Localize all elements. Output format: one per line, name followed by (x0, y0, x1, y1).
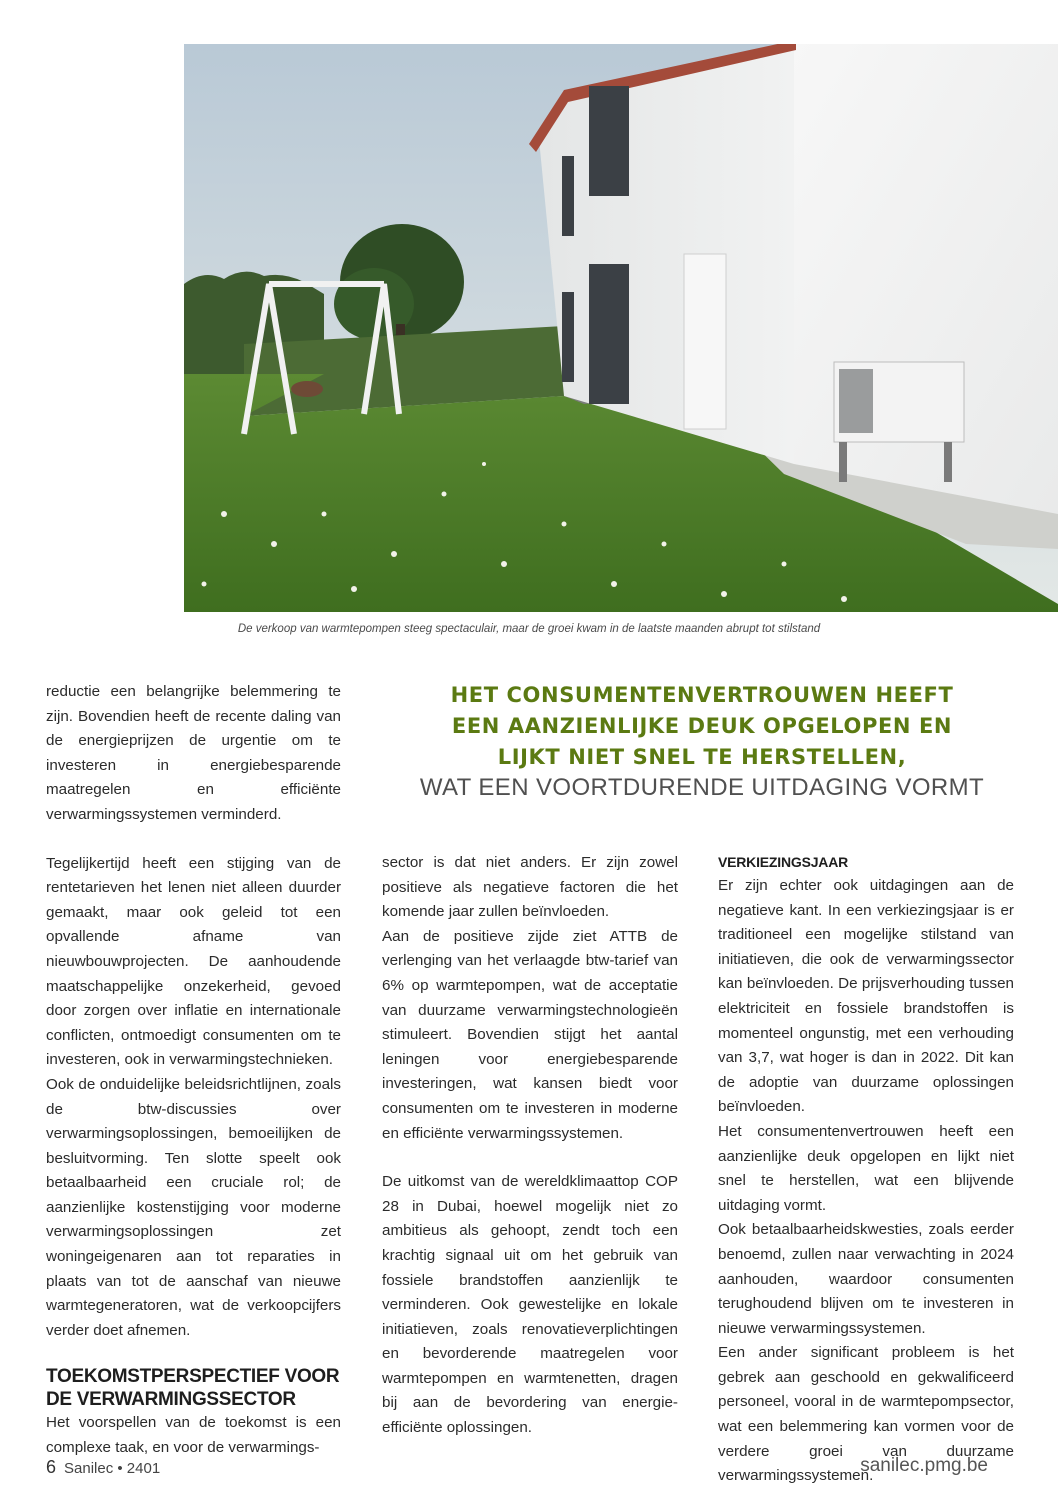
page-number: 6 (46, 1457, 57, 1477)
pull-quote-line-1: HET CONSUMENTENVERTROUWEN HEEFT (450, 683, 954, 707)
photo-caption: De verkoop van warmtepompen steeg spectaculair, maar de groei kwam in de laatste maanden abrupt tot stilstand (237, 623, 821, 635)
col1-paragraph-4: Het voorspellen van de toekomst is een complexe taak, en voor de verwarmings- (46, 1414, 341, 1457)
col3-paragraph-1: Er zijn echter ook uitdagingen aan de negatieve kant. In een verkiezingsjaar is er traditioneel een mogelijke stilstand van initiatieven, die ook de verwarmingssector kan beïnvloeden. De prijsverhouding tussen elektriciteit en fossiele brandstoffen is momenteel ongunstig, met een verhouding van 3,7, wat hoger is dan in 2022. Dit kan de adoptie van duurzame oplossingen beïnvloeden. (718, 877, 1014, 1116)
col3-paragraph-4: Een ander significant probleem is het gebrek aan geschoold en gekwalificeerd personeel, vooral in de warmtepompsector, wat een belemmering kan vormen voor de verdere groei van duurzame verwarmingssystemen. (718, 1344, 1014, 1485)
column-2 (382, 851, 678, 1441)
pull-quote (404, 680, 1000, 803)
website-link[interactable]: sanilec.pmg.be (860, 1455, 988, 1476)
col2-paragraph-3: De uitkomst van de wereldklimaattop COP 28 in Dubai, hoewel mogelijk niet zo ambitieus als gehoopt, zendt toch een krachtig signaal uit om het gebruik van fossiele brandstoffen aanzienlijk te verminderen. Ook gewestelijke en lokale initiatieven, zoals renovatieverplichtingen en bevorderende maatregelen voor warmtepompen en warmtenetten, dragen bij aan de bevordering van energie-efficiënte oplossingen. (382, 1173, 678, 1437)
pull-quote-line-2: EEN AANZIENLIJKE DEUK OPGELOPEN EN (451, 714, 953, 738)
publication-name: Sanilec • 2401 (64, 1460, 161, 1477)
col3-paragraph-2: Het consumentenvertrouwen heeft een aanzienlijke deuk opgelopen en lijkt niet snel te herstellen, wat een blijvende uitdaging vormt. (718, 1122, 1014, 1214)
section-heading-toekomstperspectief: TOEKOMSTPERSPECTIEF VOOR DE VERWARMINGSSECTOR (46, 1366, 340, 1411)
col3-paragraph-3: Ook betaalbaarheidskwesties, zoals eerder benoemd, zullen naar verwachting in 2024 aanhouden, waardoor consumenten terughoudend blijven om te investeren in nieuwe verwarmingssystemen. (718, 1221, 1014, 1337)
house-heat-pump-photo (184, 44, 1058, 612)
pull-quote-line-3: LIJKT NIET SNEL TE HERSTELLEN, (497, 745, 907, 769)
col1-paragraph-3: Ook de onduidelijke beleidsrichtlijnen, zoals de btw-discussies over verwarmingsoplossingen, bemoeilijken de besluitvorming. Ten slotte speelt ook betaalbaarheid een cruciale rol; de aanzienlijke kostenstijging voor moderne verwarmingsoplossingen zet woningeigenaren aan tot reparaties in plaats van tot de aanschaf van nieuwe warmtegeneratoren, wat de verkoopcijfers verder doet afnemen. (46, 1075, 341, 1339)
col2-paragraph-1: sector is dat niet anders. Er zijn zowel positieve als negatieve factoren die het komende jaar zullen beïnvloeden. (382, 854, 678, 921)
column-1 (46, 680, 341, 1461)
section-heading-verkiezingsjaar: VERKIEZINGSJAAR (718, 854, 849, 870)
col1-paragraph-1: reductie een belangrijke belemmering te zijn. Bovendien heeft de recente daling van de energieprijzen de urgentie om te investeren in energiebesparende maatregelen en efficiënte verwarmingssystemen verminderd. (46, 683, 341, 823)
page-footer-left (46, 1457, 160, 1478)
col1-paragraph-2: Tegelijkertijd heeft een stijging van de rentetarieven het lenen niet alleen duurder gemaakt, maar ook geleid tot een opvallende afname van nieuwbouwprojecten. De aanhoudende maatschappelijke onzekerheid, gevoed door zorgen over inflatie en internationale conflicten, ontmoedigt consumenten om te investeren, ook in verwarmingstechnieken. (46, 854, 341, 1069)
pull-quote-line-4: WAT EEN VOORTDURENDE UITDAGING VORMT (419, 774, 985, 801)
col2-paragraph-2: Aan de positieve zijde ziet ATTB de verlenging van het verlaagde btw-tarief van 6% op warmtepompen, wat de acceptatie van duurzame verwarmingstechnologieën stimuleert. Bovendien stijgt het aantal leningen voor energiebesparende investeringen, wat kansen biedt voor consumenten om te investeren in moderne en efficiënte verwarmingssystemen. (382, 927, 678, 1142)
column-3 (718, 852, 1014, 1489)
photo-illustration (184, 44, 1058, 612)
